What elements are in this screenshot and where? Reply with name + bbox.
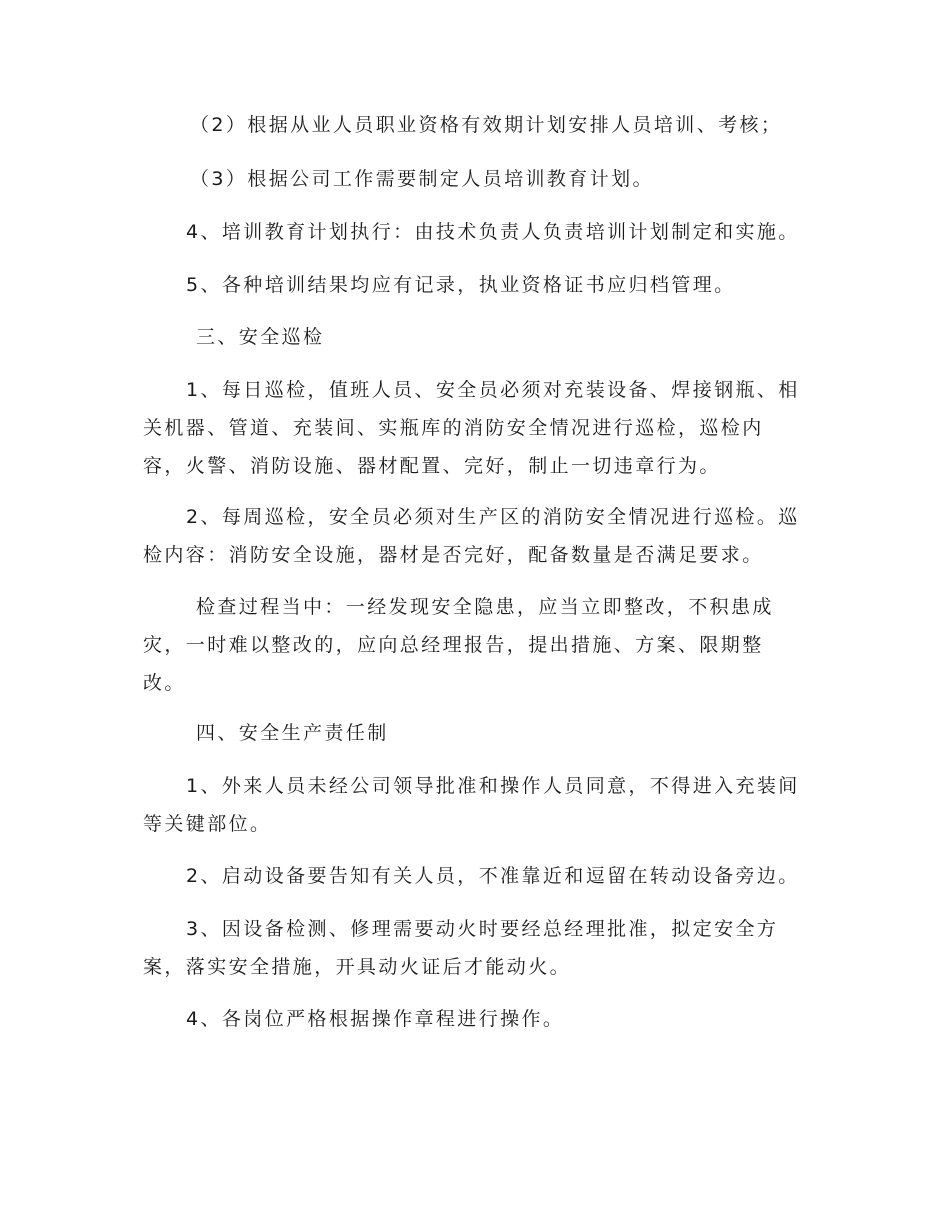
text-line: 4、培训教育计划执行：由技术负责人负责培训计划制定和实施。: [186, 221, 800, 243]
paragraph-hot-work: [143, 910, 808, 986]
paragraph-weekly-inspection: [143, 498, 808, 574]
heading-text: 四、安全生产责任制: [196, 722, 389, 744]
section-heading-safety-inspection: [196, 318, 324, 356]
text-line: 案，落实安全措施，开具动火证后才能动火。: [143, 956, 572, 978]
text-line: 检查过程当中：一经发现安全隐患，应当立即整改，不积患成: [196, 596, 774, 618]
text-line: 等关键部位。: [143, 813, 272, 835]
paragraph-plan-execution: [186, 213, 851, 251]
text-line: 灾，一时难以整改的，应向总经理报告，提出措施、方案、限期整: [143, 634, 764, 656]
text-line: 3、因设备检测、修理需要动火时要经总经理批准，拟定安全方: [186, 918, 779, 940]
heading-text: 三、安全巡检: [196, 326, 325, 348]
text-line: 关机器、管道、充装间、实瓶库的消防安全情况进行巡检，巡检内: [143, 417, 764, 439]
text-line: 检内容：消防安全设施，器材是否完好，配备数量是否满足要求。: [143, 544, 764, 566]
text-line: （3）根据公司工作需要制定人员培训教育计划。: [190, 168, 654, 190]
text-line: 改。: [143, 672, 186, 694]
paragraph-equipment-startup: [186, 857, 851, 895]
paragraph-daily-inspection: [143, 371, 808, 485]
text-line: 5、各种培训结果均应有记录，执业资格证书应归档管理。: [186, 274, 736, 296]
paragraph-visitor-rule: [143, 767, 808, 843]
section-heading-safety-responsibility: [196, 714, 389, 752]
text-line: 4、各岗位严格根据操作章程进行操作。: [186, 1008, 565, 1030]
text-line: 1、每日巡检，值班人员、安全员必须对充装设备、焊接钢瓶、相: [186, 379, 800, 401]
paragraph-training-records: [186, 266, 851, 304]
text-line: 2、启动设备要告知有关人员，不准靠近和逗留在转动设备旁边。: [186, 865, 800, 887]
text-line: 容，火警、消防设施、器材配置、完好，制止一切违章行为。: [143, 455, 721, 477]
paragraph-training-plan: [190, 160, 855, 198]
text-line: 2、每周巡检，安全员必须对生产区的消防安全情况进行巡检。巡: [186, 506, 800, 528]
paragraph-training-schedule: [190, 106, 855, 144]
paragraph-operating-rules: [186, 1000, 851, 1038]
paragraph-inspection-process: [143, 588, 808, 702]
text-line: （2）根据从业人员职业资格有效期计划安排人员培训、考核；: [190, 114, 783, 136]
text-line: 1、外来人员未经公司领导批准和操作人员同意，不得进入充装间: [186, 775, 800, 797]
